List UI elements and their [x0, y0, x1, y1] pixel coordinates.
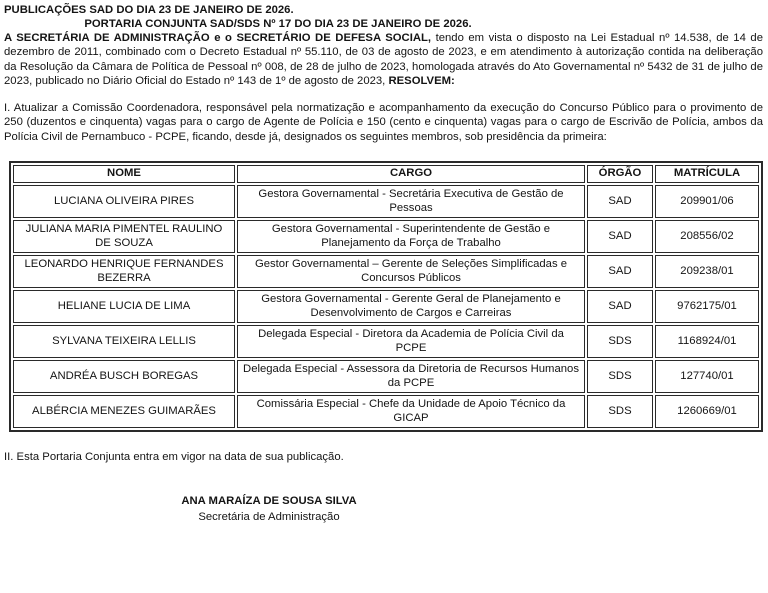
cell-nome: ANDRÉA BUSCH BOREGAS	[13, 360, 235, 393]
cell-nome: SYLVANA TEIXEIRA LELLIS	[13, 325, 235, 358]
preamble-paragraph	[4, 31, 763, 88]
table-row	[13, 360, 759, 393]
cell-cargo: Comissária Especial - Chefe da Unidade de Apoio Técnico da GICAP	[237, 395, 585, 428]
column-header: MATRÍCULA	[655, 165, 759, 183]
members-table-body	[13, 185, 759, 428]
cell-cargo: Delegada Especial - Assessora da Diretoria de Recursos Humanos da PCPE	[237, 360, 585, 393]
table-row	[13, 185, 759, 218]
publication-header: PUBLICAÇÕES SAD DO DIA 23 DE JANEIRO DE 2026.	[4, 4, 294, 16]
cell-nome: HELIANE LUCIA DE LIMA	[13, 290, 235, 323]
cell-nome: LEONARDO HENRIQUE FERNANDES BEZERRA	[13, 255, 235, 288]
cell-nome: ALBÉRCIA MENEZES GUIMARÃES	[13, 395, 235, 428]
cell-cargo: Delegada Especial - Diretora da Academia de Polícia Civil da PCPE	[237, 325, 585, 358]
cell-orgao: SDS	[587, 395, 653, 428]
table-row	[13, 325, 759, 358]
cell-orgao: SDS	[587, 360, 653, 393]
cell-matricula: 1168924/01	[655, 325, 759, 358]
cell-orgao: SAD	[587, 290, 653, 323]
table-row	[13, 290, 759, 323]
cell-matricula: 127740/01	[655, 360, 759, 393]
column-header: ÓRGÃO	[587, 165, 653, 183]
preamble-resolve: RESOLVEM:	[388, 74, 455, 87]
table-header-row	[13, 165, 759, 183]
table-row	[13, 395, 759, 428]
column-header: NOME	[13, 165, 235, 183]
portaria-title: PORTARIA CONJUNTA SAD/SDS Nº 17 DO DIA 23 DE JANEIRO DE 2026.	[84, 18, 472, 30]
signature-role: Secretária de Administração	[198, 511, 340, 524]
cell-matricula: 9762175/01	[655, 290, 759, 323]
cell-cargo: Gestor Governamental – Gerente de Seleções Simplificadas e Concursos Públicos	[237, 255, 585, 288]
cell-nome: JULIANA MARIA PIMENTEL RAULINO DE SOUZA	[13, 220, 235, 253]
cell-cargo: Gestora Governamental - Superintendente de Gestão e Planejamento da Força de Trabalho	[237, 220, 585, 253]
signature-name: ANA MARAÍZA DE SOUSA SILVA	[181, 495, 357, 508]
cell-nome: LUCIANA OLIVEIRA PIRES	[13, 185, 235, 218]
table-row	[13, 255, 759, 288]
members-table	[9, 161, 763, 432]
cell-cargo: Gestora Governamental - Gerente Geral de Planejamento e Desenvolvimento de Cargos e Carreiras	[237, 290, 585, 323]
table-row	[13, 220, 759, 253]
cell-cargo: Gestora Governamental - Secretária Executiva de Gestão de Pessoas	[237, 185, 585, 218]
preamble-body: tendo em vista o disposto na Lei Estadual nº 14.538, de 14 de dezembro de 2011, combinado com o Decreto Estadual nº 55.110, de 03 de agosto de 2023, e em atendimento à autorização contida na deliberação da Resolução da Câmara de Política de Pessoal nº 008, de 28 de julho de 2023, homologada através do Ato Governamental nº 5432 de 31 de julho de 2023, publicado no Diário Oficial do Estado nº 143 de 1º de agosto de 2023,	[4, 32, 763, 87]
cell-orgao: SAD	[587, 220, 653, 253]
cell-orgao: SAD	[587, 185, 653, 218]
column-header: CARGO	[237, 165, 585, 183]
preamble-lead: A SECRETÁRIA DE ADMINISTRAÇÃO e o SECRETÁRIO DE DEFESA SOCIAL,	[4, 32, 432, 44]
signature-block	[4, 494, 534, 525]
cell-matricula: 208556/02	[655, 220, 759, 253]
cell-orgao: SDS	[587, 325, 653, 358]
cell-orgao: SAD	[587, 255, 653, 288]
resolve-item-1: I. Atualizar a Comissão Coordenadora, responsável pela normatização e acompanhamento da execução do Concurso Público para o provimento de 250 (duzentos e cinquenta) vagas para o cargo de Agente de Polícia e 150 (cento e cinquenta) vagas para o cargo de Escrivão de Polícia, ambos da Polícia Civil de Pernambuco - PCPE, ficando, desde já, designados os seguintes membros, sob presidência da primeira:	[4, 102, 763, 143]
resolve-item-2: II. Esta Portaria Conjunta entra em vigor na data de sua publicação.	[4, 451, 344, 464]
cell-matricula: 1260669/01	[655, 395, 759, 428]
cell-matricula: 209238/01	[655, 255, 759, 288]
cell-matricula: 209901/06	[655, 185, 759, 218]
